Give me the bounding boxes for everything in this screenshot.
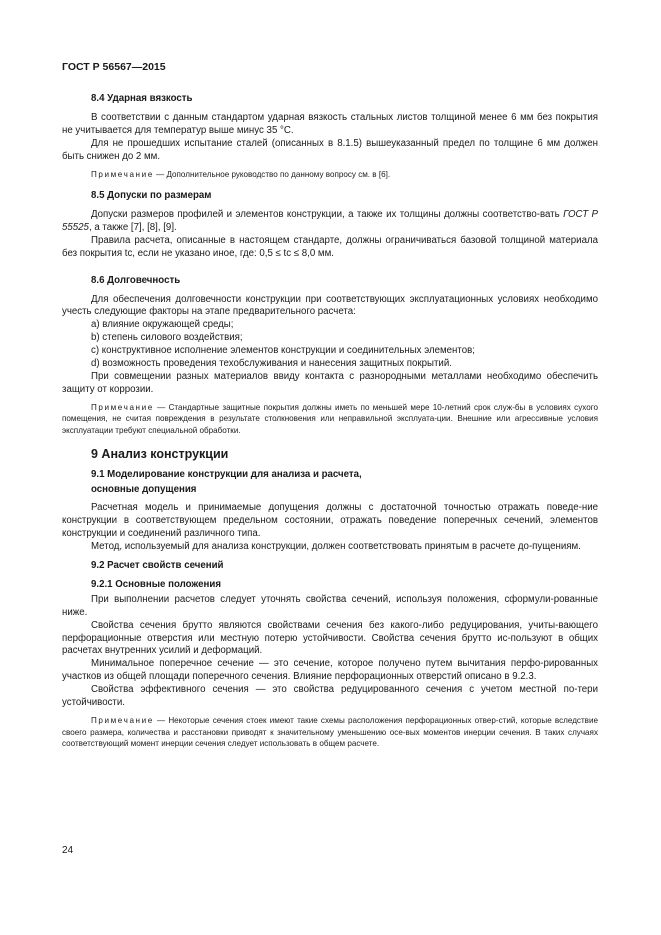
document-header: ГОСТ Р 56567—2015 (62, 61, 166, 73)
section-8-6-paragraph-1: Для обеспечения долговечности конструкции при соответствующих эксплуатационных условиях необходимо учесть следующие факторы на этапе предварительного расчета: (62, 293, 598, 318)
section-8-4-note (62, 169, 598, 181)
section-8-6-paragraph-2: При совмещении разных материалов ввиду контакта с разнородными металлами необходимо обеспечить защиту от коррозии. (62, 371, 598, 395)
section-9-2-1-heading: 9.2.1 Основные положения (91, 578, 222, 590)
section-9-1-paragraph-2: Метод, используемый для анализа конструкции, должен соответствовать принятым в расчете до-пущениям. (91, 541, 581, 553)
section-8-4-heading: 8.4 Ударная вязкость (91, 93, 193, 104)
section-8-5-paragraph-2: Правила расчета, описанные в настоящем стандарте, должны ограничиваться базовой толщиной материала без покрытия tc, если не указано иное, где: 0,5 ≤ tc ≤ 8,0 мм. (62, 234, 598, 259)
section-9-heading: 9 Анализ конструкции (91, 446, 229, 461)
section-8-6-heading: 8.6 Долговечность (91, 274, 181, 286)
factor-list-item: c) конструктивное исполнение элементов конструкции и соединительных элементов; (91, 345, 475, 357)
section-9-1-heading-line-1: 9.1 Моделирование конструкции для анализа и расчета, (91, 468, 362, 480)
section-8-5-heading: 8.5 Допуски по размерам (91, 190, 212, 202)
section-9-2-1-paragraph-4: Свойства эффективного сечения — это свойства редуцированного сечения с учетом местной по-тери устойчивости. (62, 684, 598, 709)
section-8-6-note (62, 402, 598, 437)
section-8-5-paragraph-1 (62, 209, 598, 235)
section-9-2-heading: 9.2 Расчет свойств сечений (91, 560, 224, 572)
section-8-4-paragraph-2: Для не прошедших испытание сталей (описанных в 8.1.5) вышеуказанный предел по толщине 6 мм должен быть снижен до 2 мм. (62, 137, 598, 162)
standard-reference-link: ГОСТ Р 55525 (62, 209, 598, 233)
factor-list-item: b) степень силового воздействия; (91, 332, 243, 344)
section-9-2-1-note (62, 715, 598, 750)
note-label: Примечание (91, 169, 154, 179)
paragraph-text: Допуски размеров профилей и элементов конструкции, а также их толщины должны соответство-вать (91, 209, 564, 221)
note-label: Примечание (91, 402, 154, 412)
section-9-2-1-paragraph-2: Свойства сечения брутто являются свойствами сечения без какого-либо редуцирования, учиты-вающего перфорационные отверстия или местную потерю устойчивости. Свойства сечения брутто ис-пользуют в общих расчетах внутренних усилий и деформаций. (62, 619, 598, 657)
note-text: — Некоторые сечения стоек имеют такие схемы расположения перфорационных отвер-стий, которые вследствие своего размера, количества и расстановки приводят к значительному уменьшению осе-вых моментов инерции сечения. В таких случаях соответствующий момент инерции сечения следует использовать в общем расчете. (62, 716, 598, 749)
factor-list-item: d) возможность проведения техобслуживания и нанесения защитных покрытий. (91, 358, 452, 370)
section-8-4-paragraph-1: В соответствии с данным стандартом ударная вязкость стальных листов толщиной менее 6 мм без покрытия не учитывается для температур выше минус 35 °С. (62, 111, 598, 136)
section-9-2-1-paragraph-3: Минимальное поперечное сечение — это сечение, которое получено путем вычитания перфо-рированных участков из общей площади поперечного сечения. Влияние перфорационных отверстий описано в 9.2.3. (62, 658, 598, 683)
page-body (62, 93, 598, 760)
section-9-1-paragraph-1: Расчетная модель и принимаемые допущения должны с достаточной точностью отражать поведе-ние конструкции в соответствующем предельном состоянии, отражать поведение поперечных сечений, элементов конструкции и соединений различного типа. (62, 502, 598, 540)
section-9-1-heading-line-2: основные допущения (91, 483, 197, 495)
paragraph-text: , а также [7], [8], [9]. (88, 221, 177, 233)
note-text: — Дополнительное руководство по данному вопросу см. в [6]. (153, 169, 391, 179)
factor-list-item: a) влияние окружающей среды; (91, 319, 234, 331)
note-text: — Стандартные защитные покрытия должны иметь по меньшей мере 10-летний срок служ-бы в условиях сухого помещения, не считая повреждения в результате столкновения или неправильной эксплуата-ции. Внешние или агрессивные условия эксплуатации требуют специальной обработки. (62, 402, 598, 435)
page-number: 24 (62, 845, 74, 856)
section-9-2-1-paragraph-1: При выполнении расчетов следует уточнять свойства сечений, используя положения, сформули-рованные ниже. (62, 593, 598, 618)
note-label: Примечание (91, 716, 154, 725)
